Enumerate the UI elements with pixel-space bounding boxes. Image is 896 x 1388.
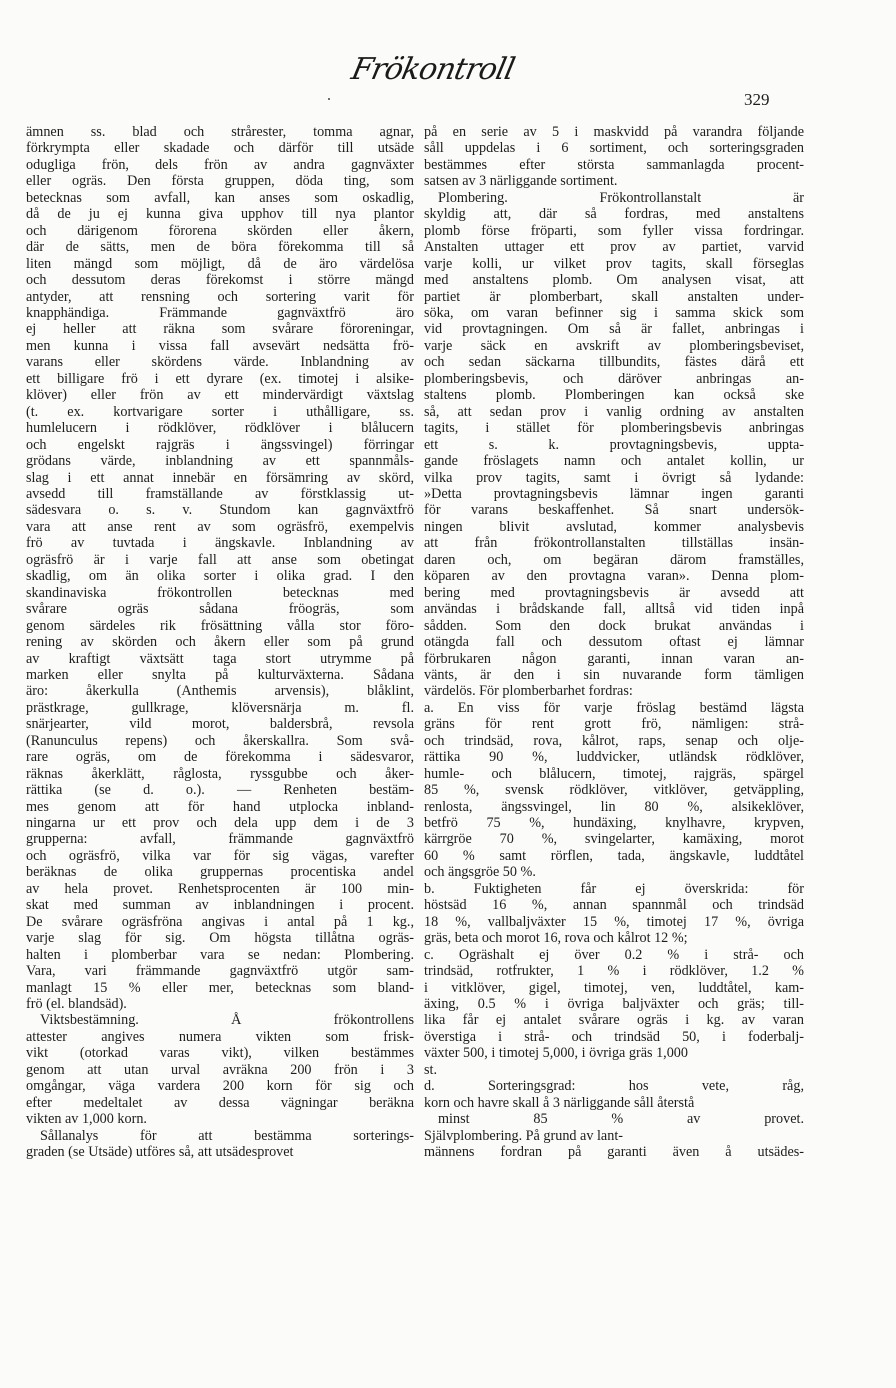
text-line: efter medeltalet av dessa vägningar beräkna [26,1094,414,1111]
text-line: antyder, att rensning och sortering varit för [26,288,414,305]
text-line: äro: åkerkulla (Anthemis arvensis), blåklint, [26,683,414,700]
text-line: sådden. Som den dock brukat användas i [424,617,804,634]
text-line: söka, om varan befinner sig i samma skick som [424,304,804,321]
text-line: överstiga i strå- och trindsäd 50, i foderbalj- [424,1028,804,1045]
text-line: på en serie av 5 i maskvidd på varandra följande [424,124,804,140]
text-line: klöver) eller frön av ett mindervärdigt växtslag [26,387,414,404]
text-line: daren och, om begäran därom framställes, [424,551,804,568]
text-line: plomberingsbevis, och däröver anbringas an- [424,370,804,387]
text-line: och sedan säckarna tillbundits, fästes därå ett [424,354,804,371]
text-line: äxing, 0.5 % i övriga baljväxter och gräs; till- [424,996,804,1013]
text-line: ogräsfrö är i varje fall att anse som obetingat [26,551,414,568]
text-line: användas i brådskande fall, alltså vid tiden inpå [424,601,804,618]
text-line: varje slag för sig. Om högsta tillåtna ogräs- [26,930,414,947]
text-line: sädesvara o. s. v. Stundom kan gagnväxtfrö [26,502,414,519]
text-line: Vara, vari främmande gagnväxtfrö utgör sam- [26,963,414,980]
text-line: (Ranunculus repens) och åkerskallra. Som svå- [26,732,414,749]
text-line: gräns för rent grott frö, nämligen: strå- [424,716,804,733]
text-line: men kunna i vissa fall avsevärt nedsätta frö- [26,337,414,354]
text-line: Plombering. Frökontrollanstalt är [438,189,804,206]
text-line: tagits, i stället för plomberingsbevis anbringas [424,420,804,437]
text-line: rättika (se d. o.). — Renheten bestäm- [26,782,414,799]
text-line: ett s. k. provtagningsbevis, uppta- [424,436,804,453]
text-line: i vitklöver, gigel, timotej, ven, luddtåtel, kam- [424,979,804,996]
text-line: vikt (otorkad varas vikt), vilken bestämmes [26,1045,414,1062]
text-line: ej heller att räkna som svårare föroreningar, [26,321,414,338]
text-line: ämnen ss. blad och strårester, tomma agnar, [26,124,414,140]
text-line: betfrö 75 %, hundäxing, knylhavre, krypven, [424,815,804,832]
text-line: st. [424,1061,438,1078]
text-line: genom särdeles rik frösättning vålla stor föro- [26,617,414,634]
text-line: att från frökontrollanstalten tillställas insän- [424,535,804,552]
text-line: gräs, beta och morot 16, rova och kålrot 12 %; [424,930,688,947]
text-line: De svårare ogräsfröna angivas i antal på 1 kg., [26,913,414,930]
text-line: lika får ej antalet svårare ogräs i kg. av varan [424,1012,804,1029]
text-line: skyldig att, där så fordras, med anstaltens [424,206,804,223]
text-line: partiet är plomberbart, skall anstalten under- [424,288,804,305]
text-line: av kraftigt växtsätt taga stort utrymme på [26,650,414,667]
text-line: för varans beskaffenhet. Så snart undersök- [424,502,804,519]
text-line: varans eller skördens värde. Inblandning av [26,354,414,371]
text-line: graden (se Utsäde) utföres så, att utsädesprovet [26,1144,294,1161]
text-line: Sållanalys för att bestämma sorterings- [40,1127,414,1144]
text-line: snärjearter, vild morot, baldersbrå, revsola [26,716,414,733]
text-line: c. Ogräshalt ej över 0.2 % i strå- och [424,946,804,963]
text-line: a. En viss för varje fröslag bestämd lägsta [424,699,804,716]
text-line: varje kolli, ur vilket prov tagits, skall förseglas [424,255,804,272]
text-line: kärrgröe 70 %, svingelarter, kamäxing, morot [424,831,804,848]
text-line: marken eller snylta på kulturväxterna. Sådana [26,666,414,683]
text-line: d. Sorteringsgrad: hos vete, råg, [424,1078,804,1095]
text-line: genom att utan urval avräkna 200 frön i 3 [26,1061,414,1078]
page-number: 329 [744,90,770,109]
text-line: frö av tuvtada i ängskavle. Inblandning av [26,535,414,552]
text-line: köparen av den provtagna varan». Denna plom- [424,568,804,585]
text-line: ningen blivit avslutad, kommer analysbevis [424,518,804,535]
text-line: eller ogräs. Den första gruppen, döda ting, som [26,173,414,190]
text-line: humlelucern i rödklöver, rödklöver i blålucern [26,420,414,437]
text-line: förbrukaren någon garanti, innan varan an- [424,650,804,667]
text-line: värdelös. För plomberbarhet fordras: [424,683,633,700]
text-line: grupperna: avfall, främmande gagnväxtfrö [26,831,414,848]
text-line: Anstalten uttager ett prov av partiet, varvid [424,239,804,256]
text-line: höstsäd 16 %, annan spannmål och trindsäd [424,897,804,914]
ink-dot [328,98,330,100]
text-line: b. Fuktigheten får ej överskrida: för [424,880,804,897]
text-line: Viktsbestämning. Å frökontrollens [40,1012,414,1029]
text-line: renlosta, ängssvingel, lin 80 %, alsikeklöver, [424,798,804,815]
text-line: plomb förse fröparti, som fyller vissa fordringar. [424,222,804,239]
text-line: (t. ex. kortvarigare sorter i uthålligare, ss. [26,403,414,420]
text-line: avsedd till framställande av förstklassig ut- [26,485,414,502]
text-line: 18 %, vallbaljväxter 15 %, timotej 17 %, övriga [424,913,804,930]
text-line: där de sätts, men de böra förekomma till så [26,239,414,256]
text-line: betecknas som avfall, kan anses som oskadlig, [26,189,414,206]
text-line: gande fröslagets namn och antalet kollin, ur [424,453,804,470]
text-line: skandinaviska frökontrollen betecknas med [26,584,414,601]
text-line: såll uppdelas i 6 sortiment, och sorteringsgraden [424,140,804,157]
text-line: ningarna ur ett prov och dela upp dem i de 3 [26,815,414,832]
text-line: och ogräsfrö, vilka var för sig vägas, varefter [26,847,414,864]
text-line: korn och havre skall å 3 närliggande såll återstå [424,1094,695,1111]
text-line: och dessutom deras förekomst i större mängd [26,272,414,289]
text-line: räknas åkerklätt, råglosta, ryssgubbe och åker- [26,765,414,782]
text-line: mes genom att för hand utplocka inbland- [26,798,414,815]
text-line: vilka prov tagits, samt i övrigt så lydande: [424,469,804,486]
text-line: rening av skörden och åkern eller som på grund [26,634,414,651]
text-line: skadlig, om än olika sorter i olika grad. I den [26,568,414,585]
text-line: bestämmes efter största sammanlagda procent- [424,156,804,173]
text-line: attester angives numera vikten som frisk- [26,1028,414,1045]
text-line: svårare ogräs sådana fröogräs, som [26,601,414,618]
text-line: omgångar, väga vardera 200 korn för sig och [26,1078,414,1095]
right-column [424,124,804,1161]
text-line: »Detta provtagningsbevis lämnar ingen garanti [424,485,804,502]
text-line: halten i plomberbar vara se nedan: Plombering. [26,946,414,963]
text-line: humle- och blålucern, timotej, rajgräs, spärgel [424,765,804,782]
text-line: och trindsäd, rova, kålrot, raps, senap och olje- [424,732,804,749]
text-line: odugliga frön, dels frön av andra gagnväxter [26,156,414,173]
text-line: och engelskt rajgräs i ängssvingel) förringar [26,436,414,453]
text-line: växter 500, i timotej 5,000, i övriga gräs 1,000 [424,1045,688,1062]
text-line: rare ogräs, om de förekomma i sädesvaror, [26,749,414,766]
text-line: prästkrage, gullkrage, klöversnärja m. fl. [26,699,414,716]
text-line: 85 %, svensk rödklöver, vitklöver, getväppling, [424,782,804,799]
text-line: vara att anse rent av som ogräsfrö, exempelvis [26,518,414,535]
text-line: och ängsgröe 50 %. [424,864,536,881]
text-line: ett billigare frö i ett dyrare (ex. timotej i alsike- [26,370,414,387]
left-column [26,124,414,1161]
text-line: med anstaltens plomb. Om analysen visat, att [424,272,804,289]
text-line: av hela provet. Renhetsprocenten är 100 min- [26,880,414,897]
text-line: rättika 90 %, luddvicker, utländsk rödklöver, [424,749,804,766]
text-line: otängda fall och dessutom oftast ej lämnar [424,634,804,651]
text-line: varje säck en avskrift av plomberingsbeviset, [424,337,804,354]
text-line: vid provtagningen. Om så är fallet, anbringas i [424,321,804,338]
text-line: och därigenom förorena skörden eller åkern, [26,222,414,239]
text-line: trindsäd, rotfrukter, 1 % i rödklöver, 1.2 % [424,963,804,980]
text-line: 60 % samt rörflen, tada, ängskavle, luddtåtel [424,847,804,864]
text-line: bering med provtagningsbevis är avsedd att [424,584,804,601]
text-line: förkrympta eller skadade och därför till utsäde [26,140,414,157]
text-line: knapphändiga. Främmande gagnväxtfrö äro [26,304,414,321]
text-line: männens fordran på garanti även å utsädes- [424,1144,804,1161]
text-line: vänts, är den i sin nuvarande form tämligen [424,666,804,683]
text-line: skat med summan av inblandningen i procent. [26,897,414,914]
text-line: Självplombering. På grund av lant- [424,1127,623,1144]
text-line: minst 85 % av provet. [438,1111,804,1128]
text-line: beräknas de olika gruppernas procentiska andel [26,864,414,881]
text-line: så, att sedan prov i vanlig ordning av anstalten [424,403,804,420]
handwritten-title: Frökontroll [348,52,518,87]
text-line: manlagt 15 % eller mer, betecknas som bland- [26,979,414,996]
text-line: satsen av 3 närliggande sortiment. [424,173,618,190]
text-line: frö (el. blandsäd). [26,996,127,1013]
text-line: slag i ett annat innebär en försämring av skörd, [26,469,414,486]
text-line: staltens plomb. Plomberingen kan också ske [424,387,804,404]
text-line: vikten av 1,000 korn. [26,1111,147,1128]
text-line: grödans värde, inblandning av ett spannmåls- [26,453,414,470]
text-line: då de ju ej kunna giva upphov till nya plantor [26,206,414,223]
text-line: liten mängd som möjligt, då de äro värdelösa [26,255,414,272]
